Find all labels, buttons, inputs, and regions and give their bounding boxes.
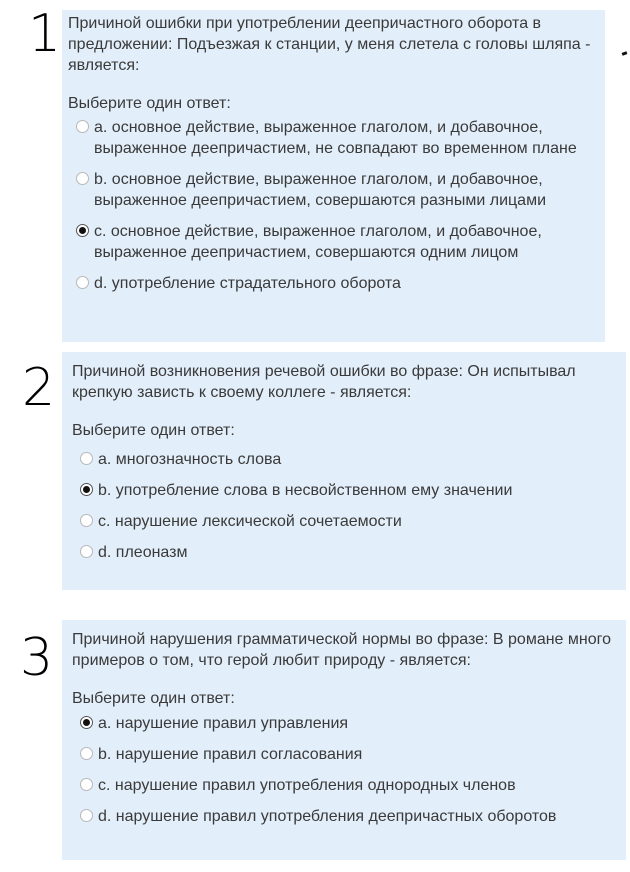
question-text: Причиной ошибки при употреблении деепричастного оборота в предложении: Подъезжая к станции, у меня слетела с головы шляпа - является: (68, 15, 591, 74)
handwritten-number-1: 1 (28, 4, 62, 64)
radio-button[interactable] (76, 172, 89, 185)
option-d[interactable] (72, 806, 618, 827)
option-b[interactable] (68, 169, 597, 211)
option-b[interactable] (72, 744, 618, 765)
option-d[interactable] (68, 273, 597, 294)
question-text: Причиной нарушения грамматической нормы во фразе: В романе много примеров о том, что герой любит природу - является: (72, 631, 612, 669)
radio-button[interactable] (80, 452, 93, 465)
option-a[interactable] (68, 117, 597, 159)
option-d[interactable] (72, 542, 618, 563)
question-card-2 (62, 352, 626, 590)
question-text: Причиной возникновения речевой ошибки во фразе: Он испытывал крепкую зависть к своему коллеге - является: (72, 363, 576, 401)
handwritten-number-3: 3 (20, 628, 54, 688)
option-c[interactable] (68, 221, 597, 263)
radio-button[interactable] (80, 545, 93, 558)
question-card-1 (62, 10, 605, 342)
radio-button[interactable] (76, 276, 89, 289)
option-label: b. нарушение правил согласования (98, 746, 363, 763)
option-label: d. плеоназм (98, 544, 188, 561)
answer-prompt: Выберите один ответ: (72, 422, 235, 439)
question-card-3 (62, 620, 626, 860)
option-label: a. основное действие, выраженное глаголом, и добавочное, выраженное деепричастием, не совпадают во временном плане (94, 119, 577, 157)
radio-button[interactable] (80, 747, 93, 760)
option-label: b. употребление слова в несвойственном ему значении (98, 482, 513, 499)
radio-button[interactable] (80, 778, 93, 791)
option-a[interactable] (72, 449, 618, 470)
radio-button-selected[interactable] (76, 224, 89, 237)
option-label: a. многозначность слова (98, 451, 282, 468)
radio-button-selected[interactable] (80, 483, 93, 496)
option-label: c. нарушение лексической сочетаемости (98, 513, 402, 530)
radio-button-selected[interactable] (80, 716, 93, 729)
radio-button[interactable] (80, 514, 93, 527)
option-label: b. основное действие, выраженное глаголом, и добавочное, выраженное деепричастием, совершаются разными лицами (94, 171, 547, 209)
radio-button[interactable] (76, 120, 89, 133)
option-label: a. нарушение правил управления (98, 715, 349, 732)
radio-button[interactable] (80, 809, 93, 822)
option-label: d. употребление страдательного оборота (94, 275, 401, 292)
option-label: c. основное действие, выраженное глаголом, и добавочное, выраженное деепричастием, совершаются одним лицом (94, 223, 542, 261)
option-label: d. нарушение правил употребления деепричастных оборотов (98, 808, 557, 825)
option-b[interactable] (72, 480, 618, 501)
stray-pen-mark (622, 51, 628, 56)
handwritten-number-2: 2 (22, 358, 56, 418)
answer-prompt: Выберите один ответ: (68, 95, 231, 112)
option-a[interactable] (72, 713, 618, 734)
option-c[interactable] (72, 511, 618, 532)
option-label: c. нарушение правил употребления однородных членов (98, 777, 516, 794)
answer-prompt: Выберите один ответ: (72, 690, 235, 707)
option-c[interactable] (72, 775, 618, 796)
